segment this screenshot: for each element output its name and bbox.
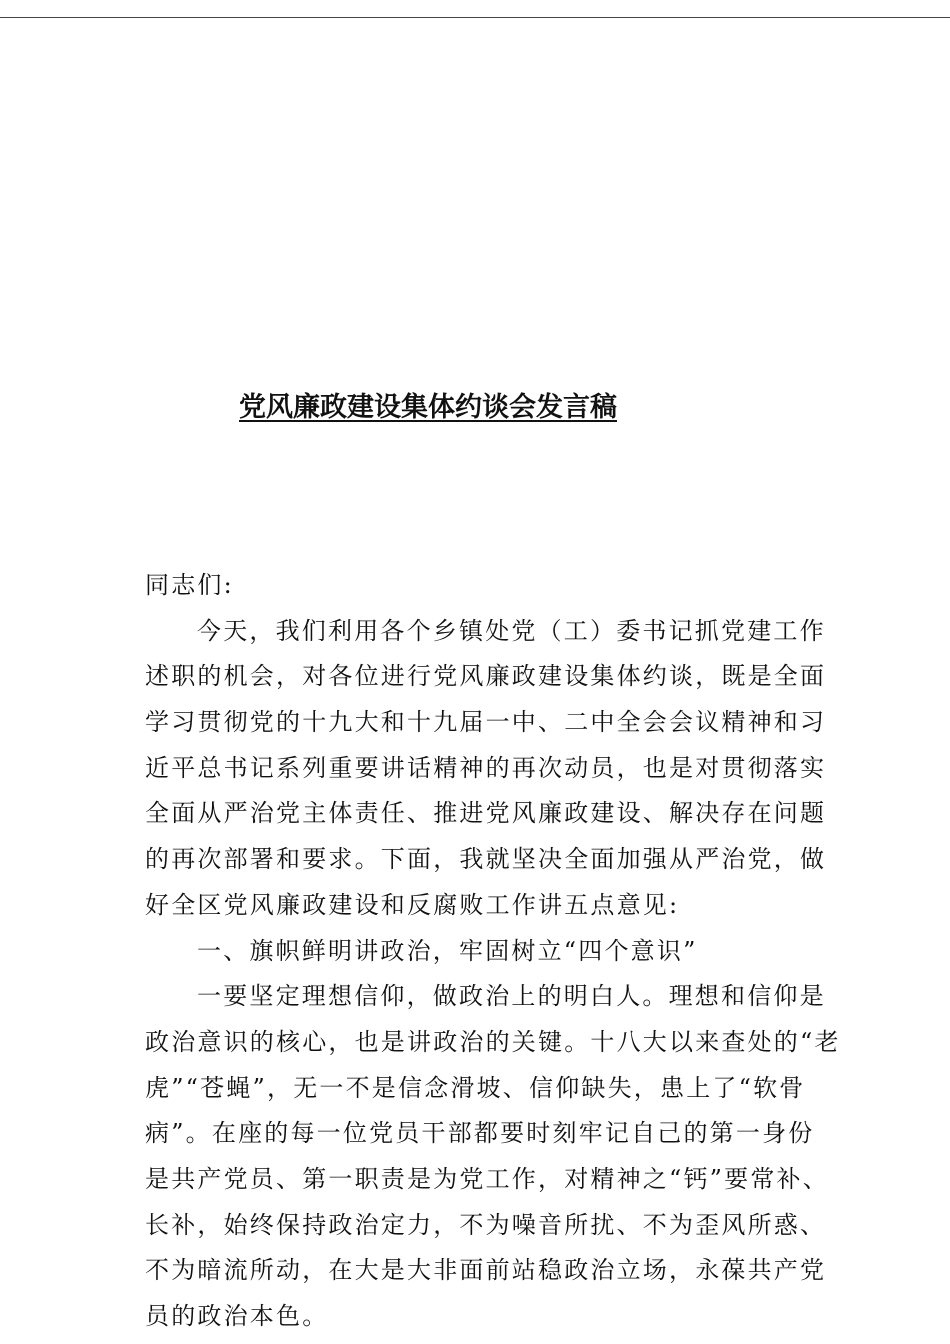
paragraph-line: 好全区党风廉政建设和反腐败工作讲五点意见: xyxy=(145,890,680,919)
paragraph-line: 近平总书记系列重要讲话精神的再次动员，也是对贯彻落实 xyxy=(145,753,827,782)
paragraph-line: 一要坚定理想信仰，做政治上的明白人。理想和信仰是 xyxy=(197,982,826,1011)
paragraph-line: 述职的机会，对各位进行党风廉政建设集体约谈，既是全面 xyxy=(145,662,827,691)
paragraph-line: 全面从严治党主体责任、推进党风廉政建设、解决存在问题 xyxy=(145,799,827,828)
paragraph-line: 虎”“苍蝇”，无一不是信念滑坡、信仰缺失，患上了“软骨 xyxy=(145,1073,806,1102)
header-rule xyxy=(0,17,950,18)
section-heading: 一、旗帜鲜明讲政治，牢固树立“四个意识” xyxy=(197,936,698,965)
paragraph-line: 长补，始终保持政治定力，不为噪音所扰、不为歪风所惑、 xyxy=(145,1210,827,1239)
paragraph-line: 是共产党员、第一职责是为党工作，对精神之“钙”要常补、 xyxy=(145,1164,829,1193)
paragraph-line: 员的政治本色。 xyxy=(145,1302,329,1330)
paragraph-line: 病”。在座的每一位党员干部都要时刻牢记自己的第一身份 xyxy=(145,1119,815,1148)
salutation: 同志们: xyxy=(145,571,234,599)
paragraph-line: 不为暗流所动，在大是大非面前站稳政治立场，永葆共产党 xyxy=(145,1256,827,1285)
paragraph-line: 的再次部署和要求。下面，我就坚决全面加强从严治党，做 xyxy=(145,845,827,874)
paragraph-line: 政治意识的核心，也是讲政治的关键。十八大以来查处的“老 xyxy=(145,1027,841,1056)
document-body xyxy=(145,563,841,1340)
document-title: 党风廉政建设集体约谈会发言稿 xyxy=(239,392,617,423)
paragraph-line: 今天，我们利用各个乡镇处党（工）委书记抓党建工作 xyxy=(197,616,826,645)
paragraph-line: 学习贯彻党的十九大和十九届一中、二中全会会议精神和习 xyxy=(145,708,827,737)
